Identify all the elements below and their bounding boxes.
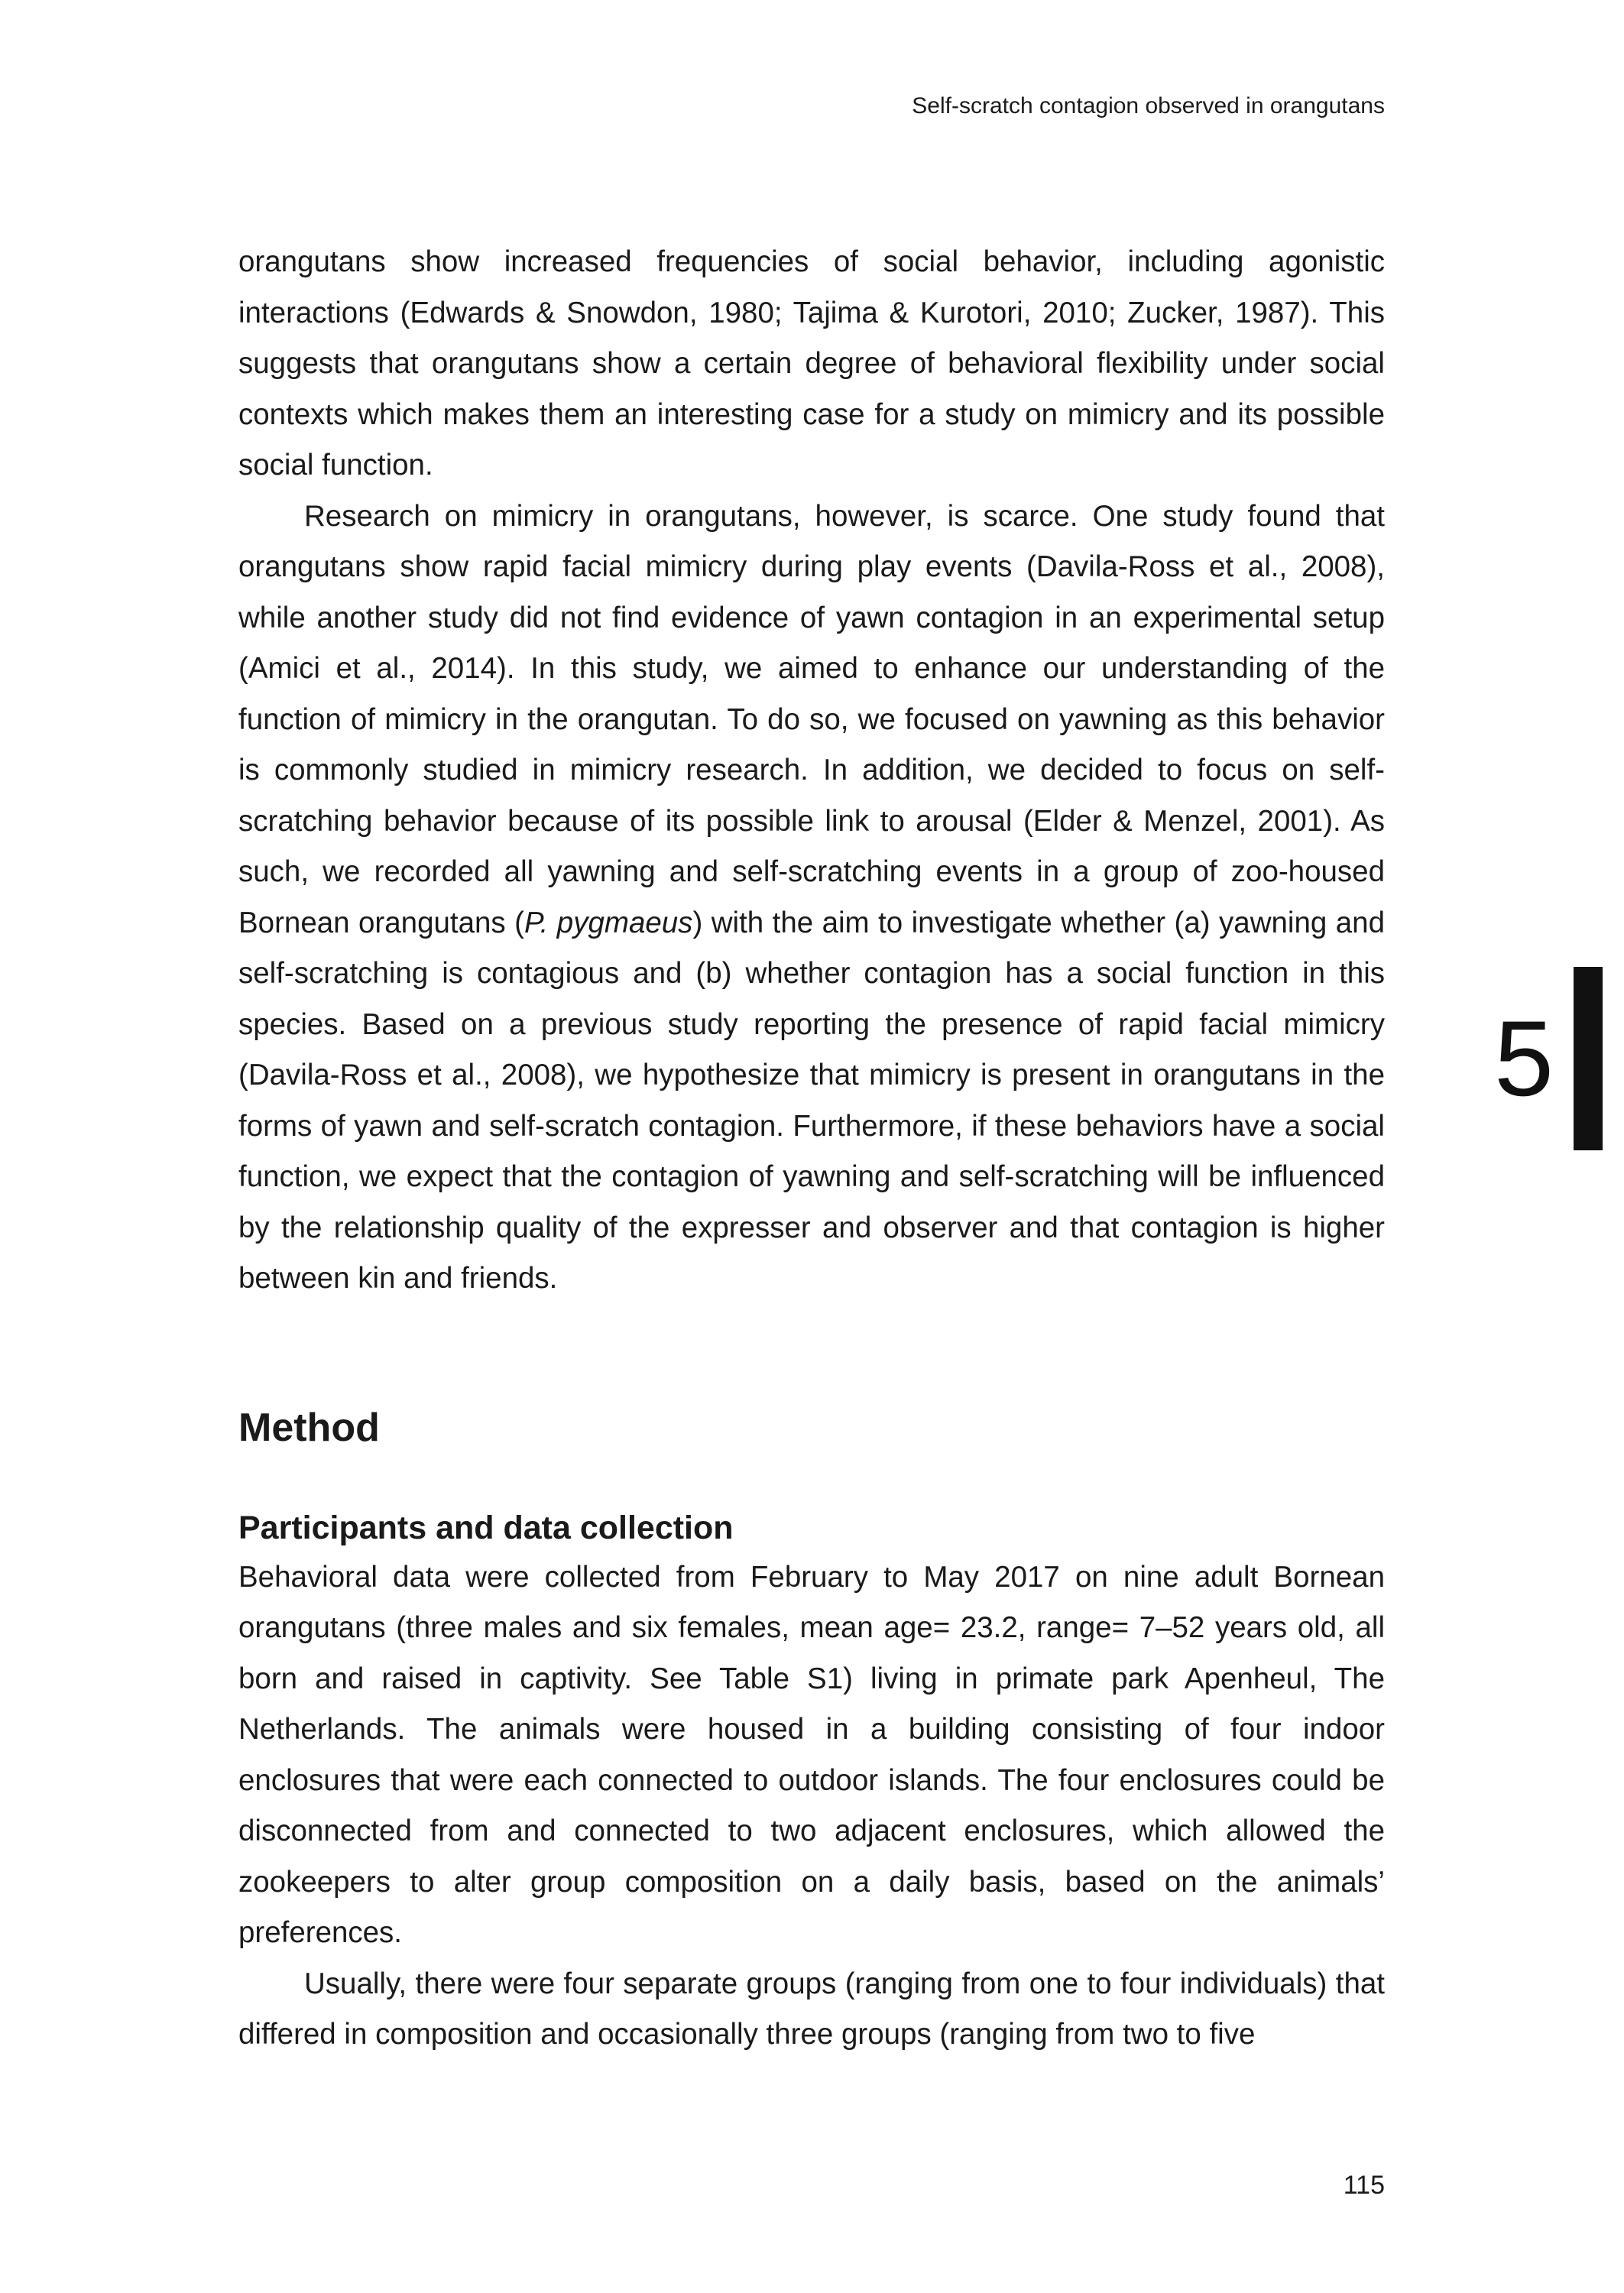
species-name: P. pygmaeus: [524, 906, 693, 939]
research-text-part2: ) with the aim to investigate whether (a) yawning and self-scratching is contagious and (b) whether contagion has a social function in this species. Based on a previous study reporting the presence of rapid facial mimicry (Davila-Ross et al., 2008), we hypothesize that mimicry is present in orangutans in the forms of yawn and self-scratch contagion. Furthermore, if these behaviors have a social function, we expect that the contagion of yawning and self-scratching will be influenced by the relationship quality of the expresser and observer and that contagion is higher between kin and friends.: [238, 906, 1385, 1295]
method-paragraph-1: Behavioral data were collected from February to May 2017 on nine adult Bornean orangutans (three males and six females, mean age= 23.2, range= 7–52 years old, all born and raised in captivity. See Table S1) living in primate park Apenheul, The Netherlands. The animals were housed in a building consisting of four indoor enclosures that were each connected to outdoor islands. The four enclosures could be disconnected from and connected to two adjacent enclosures, which allowed the zookeepers to alter group composition on a daily basis, based on the animals’ preferences.: [238, 1560, 1385, 1949]
page-content: [238, 237, 1385, 2061]
page-number: 115: [1343, 2171, 1385, 2200]
research-paragraph: [238, 491, 1385, 1305]
section-heading-method: Method: [238, 1405, 380, 1450]
method-paragraph-2: Usually, there were four separate groups (ranging from one to four individuals) that differed in composition and occasionally three groups (ranging from two to five: [238, 1967, 1385, 2051]
running-header: Self-scratch contagion observed in orangutans: [912, 93, 1385, 118]
research-text-part1: Research on mimicry in orangutans, however, is scarce. One study found that orangutans show rapid facial mimicry during play events (Davila-Ross et al., 2008), while another study did not find evidence of yawn contagion in an experimental setup (Amici et al., 2014). In this study, we aimed to enhance our understanding of the function of mimicry in the orangutan. To do so, we focused on yawning as this behavior is commonly studied in mimicry research. In addition, we decided to focus on self-scratching behavior because of its possible link to arousal (Elder & Menzel, 2001). As such, we recorded all yawning and self-scratching events in a group of zoo-housed Bornean orangutans (: [238, 499, 1385, 939]
intro-paragraph: orangutans show increased frequencies of social behavior, including agonistic interactions (Edwards & Snowdon, 1980; Tajima & Kurotori, 2010; Zucker, 1987). This suggests that orangutans show a certain degree of behavioral flexibility under social contexts which makes them an interesting case for a study on mimicry and its possible social function.: [238, 245, 1385, 482]
chapter-number: 5: [1494, 998, 1554, 1118]
subsection-heading-participants: Participants and data collection: [238, 1509, 734, 1546]
chapter-tab: [1494, 967, 1603, 1150]
chapter-tab-bar: [1574, 967, 1603, 1150]
